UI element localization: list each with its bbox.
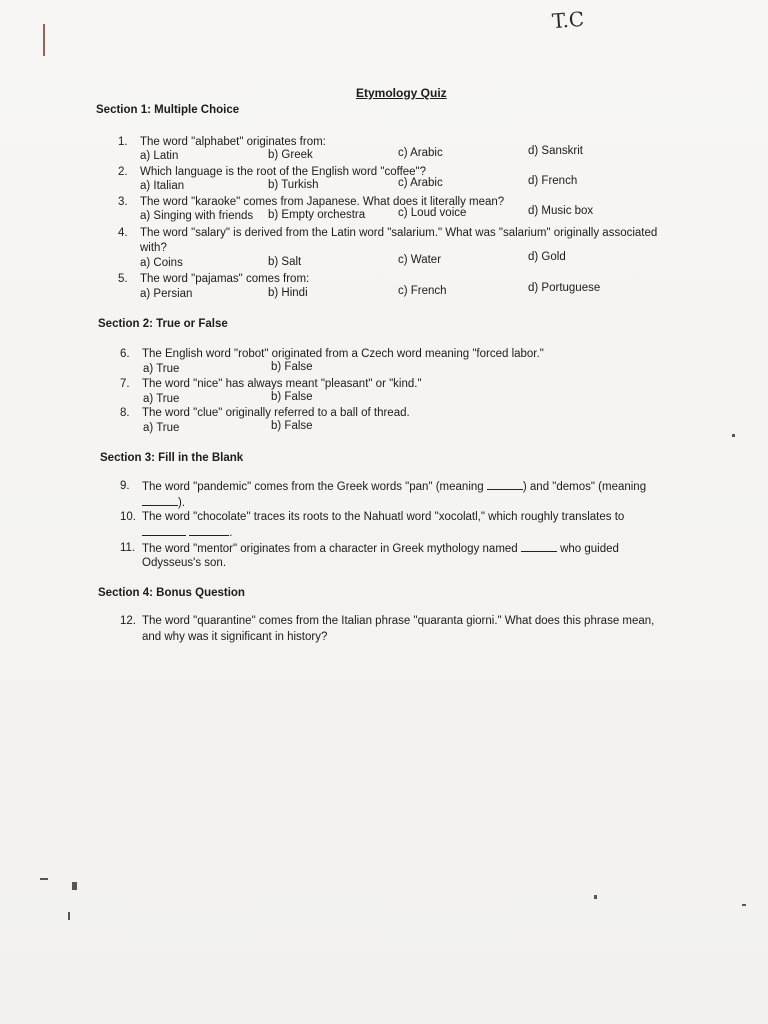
question-10-line2 [142, 525, 232, 540]
q4-option-a: a) Coins [140, 257, 183, 269]
question-9-line2 [142, 495, 185, 510]
question-text: The word "chocolate" traces its roots to the Nahuatl word "xocolatl," which roughly translates to [142, 511, 625, 523]
question-text: The English word "robot" originated from a Czech word meaning "forced labor." [142, 348, 544, 360]
answer-blank[interactable] [189, 525, 229, 536]
answer-blank[interactable] [142, 525, 186, 536]
question-text: The word "salary" is derived from the Latin word "salarium." What was "salarium" originally associated [140, 227, 658, 239]
section-3-title: Section 3: Fill in the Blank [100, 452, 244, 464]
question-number: 5. [118, 273, 128, 285]
answer-blank[interactable] [521, 541, 557, 552]
question-text: The word "karaoke" comes from Japanese. What does it literally mean? [140, 196, 505, 208]
q4-option-c: c) Water [398, 254, 442, 266]
q4-option-b: b) Salt [268, 256, 302, 268]
scan-speck [72, 882, 77, 890]
q3-option-b: b) Empty orchestra [268, 209, 366, 221]
question-text: The word "nice" has always meant "pleasant" or "kind." [142, 378, 422, 390]
q1-option-c: c) Arabic [398, 147, 443, 159]
scan-speck [40, 878, 48, 880]
question-text [142, 479, 646, 494]
question-text [142, 541, 619, 556]
q2-option-a: a) Italian [140, 180, 185, 192]
q8-option-a: a) True [143, 422, 180, 434]
q8-option-b: b) False [271, 420, 313, 432]
q5-option-a: a) Persian [140, 288, 193, 300]
question-text: The word "quarantine" comes from the Italian phrase "quaranta giorni." What does this phrase mean, [142, 615, 655, 627]
question-text-end: ). [178, 497, 186, 509]
question-number: 2. [118, 166, 128, 178]
question-number: 4. [118, 227, 128, 239]
q5-option-d: d) Portuguese [528, 282, 601, 294]
question-text-start: The word "pandemic" comes from the Greek words "pan" (meaning [142, 481, 487, 493]
question-number: 12. [120, 615, 136, 627]
q2-option-c: c) Arabic [398, 177, 443, 189]
question-12-line2: and why was it significant in history? [142, 631, 328, 643]
question-text: Which language is the root of the English word "coffee"? [140, 166, 427, 178]
question-number: 6. [120, 348, 130, 360]
q4-option-d: d) Gold [528, 251, 566, 263]
q2-option-d: d) French [528, 175, 578, 187]
question-number: 11. [120, 542, 136, 554]
question-number: 7. [120, 378, 130, 390]
question-number: 10. [120, 511, 136, 523]
answer-blank[interactable] [142, 495, 178, 506]
q1-option-b: b) Greek [268, 149, 313, 161]
margin-mark [43, 24, 45, 56]
q7-option-a: a) True [143, 393, 180, 405]
q7-option-b: b) False [271, 391, 313, 403]
q6-option-a: a) True [143, 363, 180, 375]
question-number: 1. [118, 136, 128, 148]
section-4-title: Section 4: Bonus Question [98, 587, 245, 599]
q1-option-a: a) Latin [140, 150, 179, 162]
question-text: The word "pajamas" comes from: [140, 273, 310, 285]
q6-option-b: b) False [271, 361, 313, 373]
q3-option-c: c) Loud voice [398, 207, 467, 219]
q5-option-b: b) Hindi [268, 287, 308, 299]
q2-option-b: b) Turkish [268, 179, 319, 191]
scan-speck [732, 434, 735, 437]
question-text: The word "alphabet" originates from: [140, 136, 326, 148]
answer-blank[interactable] [487, 479, 523, 490]
question-text-start: The word "mentor" originates from a character in Greek mythology named [142, 543, 521, 555]
question-text: The word "clue" originally referred to a ball of thread. [142, 407, 410, 419]
scan-speck [742, 904, 746, 906]
section-1-title: Section 1: Multiple Choice [96, 104, 240, 116]
question-4-line2: with? [140, 242, 167, 254]
q3-option-d: d) Music box [528, 205, 594, 217]
question-number: 3. [118, 196, 128, 208]
scan-speck [594, 895, 597, 899]
section-2-title: Section 2: True or False [98, 318, 228, 330]
question-text-end: . [229, 527, 233, 539]
question-number: 9. [120, 480, 130, 492]
scan-speck [68, 912, 70, 920]
question-text-end: ) and "demos" (meaning [522, 481, 647, 493]
question-text-end: who guided [556, 543, 619, 555]
question-number: 8. [120, 407, 130, 419]
question-11-line2: Odysseus's son. [142, 557, 227, 569]
quiz-title: Etymology Quiz [356, 86, 447, 100]
q3-option-a: a) Singing with friends [140, 210, 254, 222]
q5-option-c: c) French [398, 285, 447, 297]
handwritten-initials: T.C [551, 6, 585, 34]
q1-option-d: d) Sanskrit [528, 145, 583, 157]
